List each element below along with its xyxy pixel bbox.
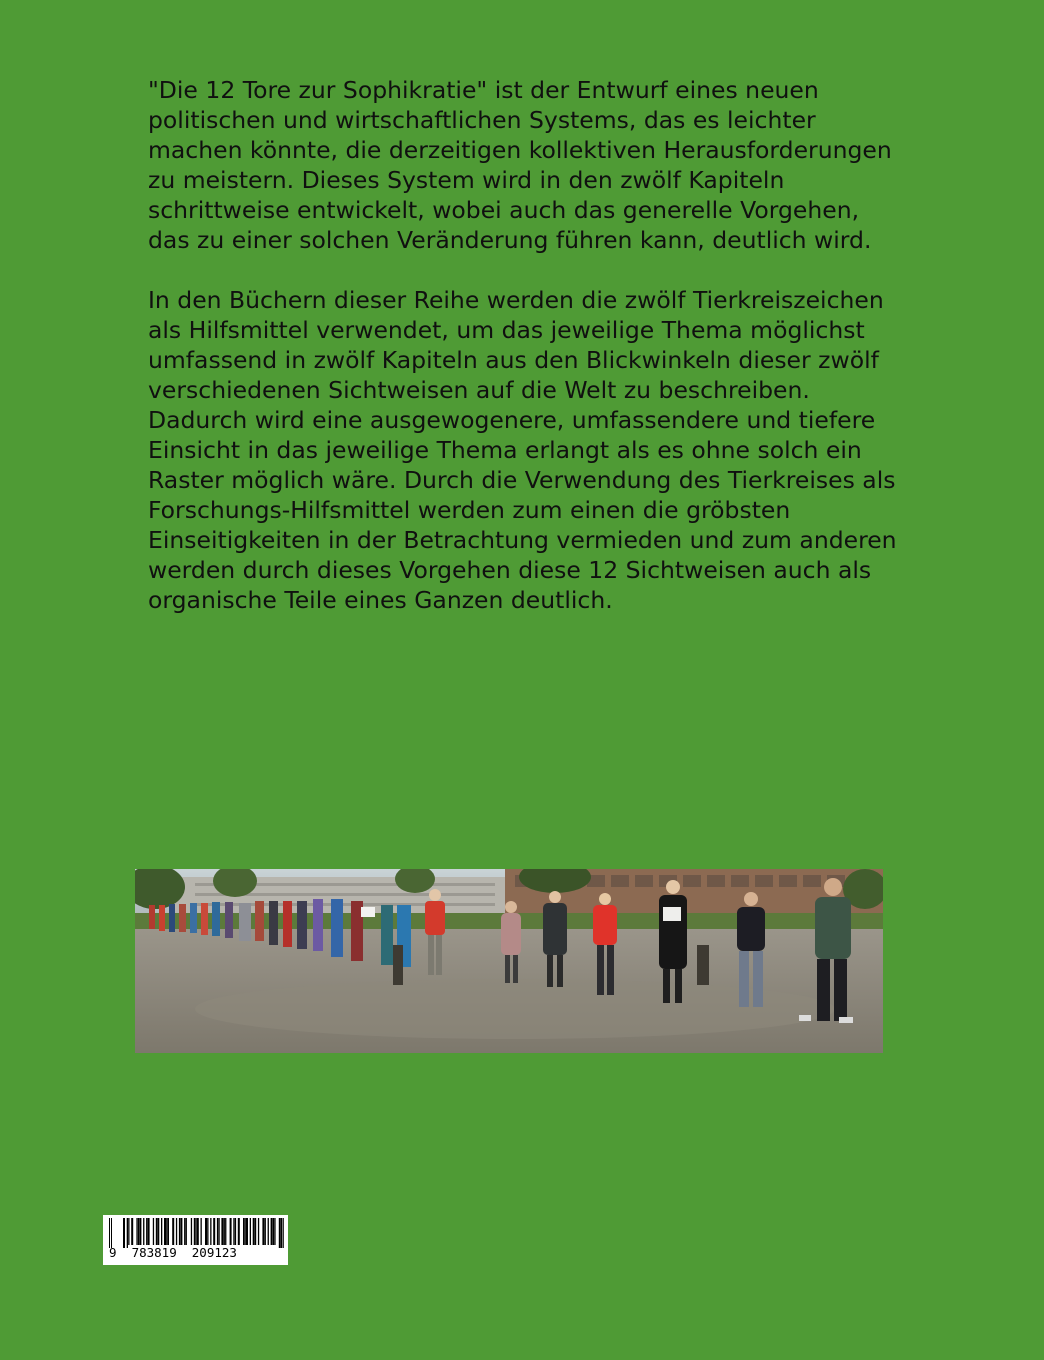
blurb-paragraph-1: "Die 12 Tore zur Sophikratie" ist der Entwurf eines neuen politischen und wirtschaftlichen Systems, das es leichter machen könnte, die derzeitigen kollektiven Herausforderungen zu meistern. Dieses System wird in den zwölf Kapiteln schrittweise entwickelt, wobei auch das generelle Vorgehen, das zu einer solchen Veränderung führen kann, deutlich wird. <box>148 76 892 254</box>
barcode-bars <box>109 1218 284 1248</box>
human-chain-photo <box>135 869 883 1053</box>
blurb-paragraph-2: In den Büchern dieser Reihe werden die zwölf Tierkreiszeichen als Hilfsmittel verwendet, um das jeweilige Thema möglichst umfassend in zwölf Kapiteln aus den Blickwinkeln dieser zwölf verschiedenen Sichtweisen auf die Welt zu beschreiben. Dadurch wird eine ausgewogenere, umfassendere und tiefere Einsicht in das jeweilige Thema erlangt als es ohne solch ein Raster möglich wäre. Durch die Verwendung des Tierkreises als Forschungs-Hilfsmittel werden zum einen die gröbsten Einseitigkeiten in der Betrachtung vermieden und zum anderen werden durch dieses Vorgehen diese 12 Sichtweisen auch als organische Teile eines Ganzen deutlich. <box>148 286 897 614</box>
back-cover-blurb <box>148 75 908 645</box>
isbn-barcode <box>103 1215 288 1265</box>
isbn-digits: 9 783819 209123 <box>109 1245 237 1260</box>
